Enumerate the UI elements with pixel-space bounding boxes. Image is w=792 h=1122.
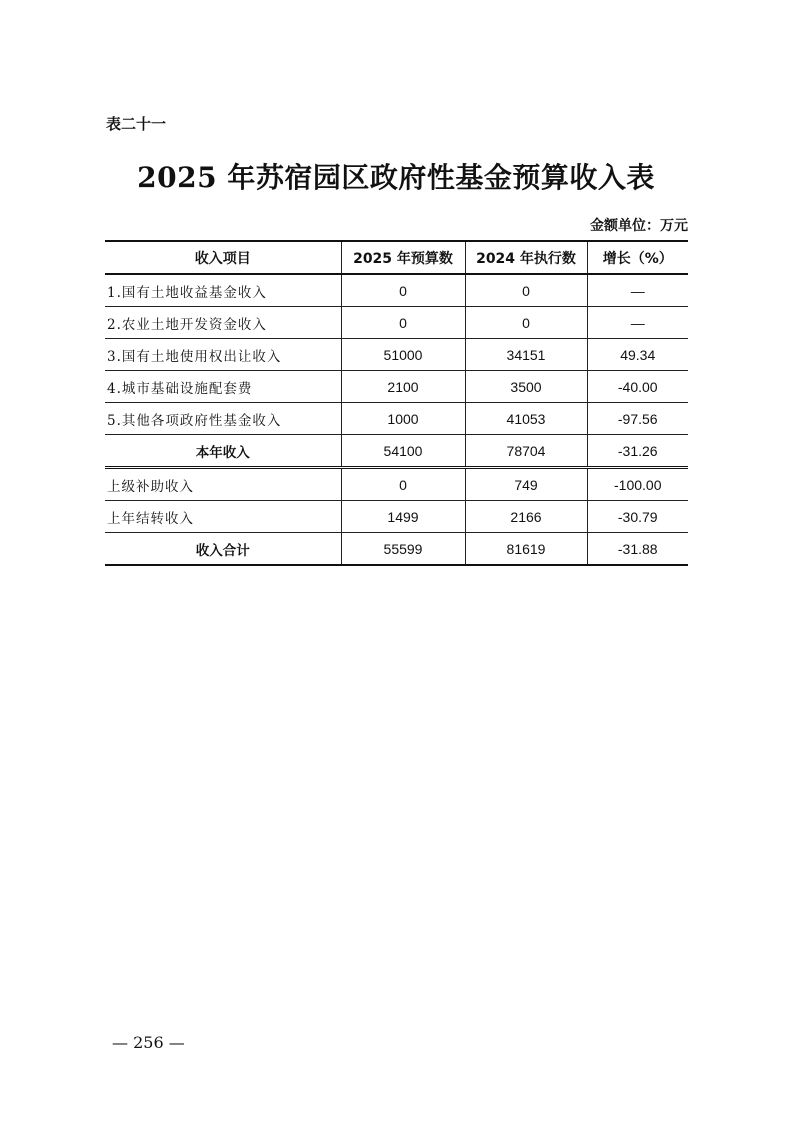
subtotal-row [105,435,688,468]
row-actual-2024: 0 [465,274,587,307]
table-row [105,403,688,435]
row-actual-2024: 0 [465,307,587,339]
row-actual-2024: 34151 [465,339,587,371]
page-number: — 256 — [112,1033,185,1052]
row-item: 5.其他各项政府性基金收入 [105,403,341,435]
row-item: 上年结转收入 [105,501,341,533]
table-row [105,468,688,501]
row-budget-2025: 0 [341,468,465,501]
table-row [105,339,688,371]
row-budget-2025: 2100 [341,371,465,403]
row-item: 上级补助收入 [105,468,341,501]
row-item: 收入合计 [105,533,341,566]
table-row [105,501,688,533]
row-growth: -30.79 [587,501,688,533]
row-item: 2.农业土地开发资金收入 [105,307,341,339]
row-actual-2024: 2166 [465,501,587,533]
row-growth: — [587,307,688,339]
unit-note: 金额单位：万元 [590,218,688,234]
row-budget-2025: 51000 [341,339,465,371]
row-item: 3.国有土地使用权出让收入 [105,339,341,371]
row-item: 4.城市基础设施配套费 [105,371,341,403]
row-growth: -31.26 [587,435,688,468]
row-growth: -31.88 [587,533,688,566]
row-growth: -97.56 [587,403,688,435]
page-title: 2025 年苏宿园区政府性基金预算收入表 [137,161,655,194]
row-growth: -100.00 [587,468,688,501]
header-item: 收入项目 [105,241,341,274]
fund-revenue-table [105,240,688,566]
table-row [105,274,688,307]
total-row [105,533,688,566]
row-actual-2024: 78704 [465,435,587,468]
row-budget-2025: 0 [341,307,465,339]
row-actual-2024: 41053 [465,403,587,435]
row-item: 本年收入 [105,435,341,468]
table-row [105,371,688,403]
row-budget-2025: 55599 [341,533,465,566]
header-actual-2024: 2024 年执行数 [465,241,587,274]
row-growth: 49.34 [587,339,688,371]
row-growth: -40.00 [587,371,688,403]
row-actual-2024: 81619 [465,533,587,566]
table-label: 表二十一 [106,115,167,133]
row-budget-2025: 1499 [341,501,465,533]
row-actual-2024: 749 [465,468,587,501]
table-row [105,307,688,339]
row-budget-2025: 1000 [341,403,465,435]
row-growth: — [587,274,688,307]
row-actual-2024: 3500 [465,371,587,403]
header-growth: 增长（%） [587,241,688,274]
table-header-row [105,241,688,274]
header-budget-2025: 2025 年预算数 [341,241,465,274]
row-item: 1.国有土地收益基金收入 [105,274,341,307]
row-budget-2025: 0 [341,274,465,307]
row-budget-2025: 54100 [341,435,465,468]
